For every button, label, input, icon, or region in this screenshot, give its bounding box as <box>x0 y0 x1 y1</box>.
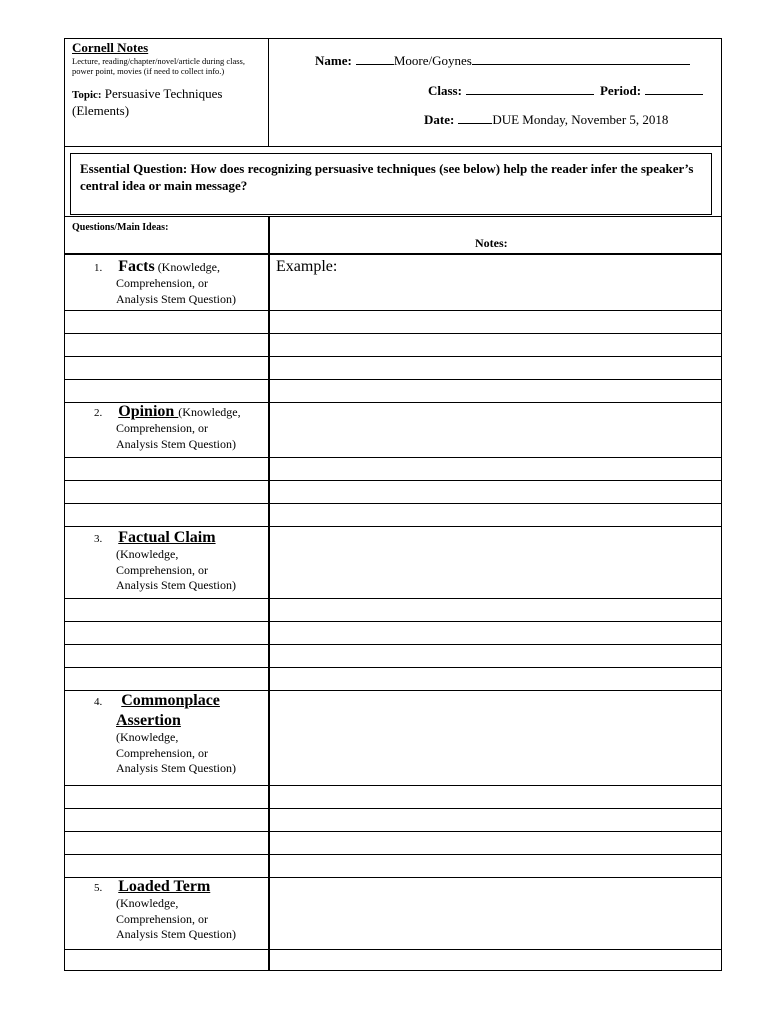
question-desc: Analysis Stem Question) <box>116 291 236 306</box>
question-number: 5. <box>94 882 103 894</box>
class-period-row <box>428 82 718 100</box>
date-blank <box>458 112 492 124</box>
question-term: Loaded Term <box>118 878 211 895</box>
row-rule <box>64 831 722 832</box>
question-desc: Comprehension, or <box>116 562 208 577</box>
column-divider <box>268 216 270 971</box>
row-rule <box>64 644 722 645</box>
question-term: Commonplace <box>121 692 220 709</box>
question-term: Opinion <box>118 403 179 420</box>
row-rule <box>64 333 722 334</box>
header-divider <box>268 38 269 146</box>
header-bottom-rule <box>64 146 722 147</box>
topic-label: Topic: <box>72 89 102 101</box>
page-title: Cornell Notes <box>72 40 149 55</box>
questions-column-header: Questions/Main Ideas: <box>72 222 169 233</box>
class-label: Class: <box>428 83 462 98</box>
class-field[interactable] <box>466 83 594 95</box>
date-row <box>424 111 718 129</box>
question-number: 3. <box>94 533 103 545</box>
question-desc: Comprehension, or <box>116 745 208 760</box>
row-rule <box>64 808 722 809</box>
row-rule <box>64 785 722 786</box>
question-desc: Analysis Stem Question) <box>116 578 236 592</box>
question-2 <box>94 403 266 452</box>
question-desc: (Knowledge, <box>116 547 179 561</box>
name-field[interactable]: Moore/Goynes <box>393 53 472 68</box>
question-desc: (Knowledge, <box>154 260 221 274</box>
period-field[interactable] <box>645 83 703 95</box>
question-desc: Analysis Stem Question) <box>116 927 236 941</box>
page-subtitle: Lecture, reading/chapter/novel/article during class, power point, movies (if need to collect info.) <box>72 56 245 76</box>
column-header-bottom-rule <box>64 253 722 255</box>
question-term: Facts <box>118 258 155 275</box>
question-term: Assertion <box>116 712 181 729</box>
question-number: 4. <box>94 696 103 708</box>
period-label: Period: <box>599 83 642 98</box>
question-desc: Comprehension, or <box>116 911 208 926</box>
name-row <box>315 52 717 70</box>
date-field[interactable]: DUE Monday, November 5, 2018 <box>492 112 669 127</box>
row-rule <box>64 854 722 855</box>
question-1 <box>94 258 264 307</box>
name-label: Name: <box>315 53 352 68</box>
name-blank-tail <box>472 53 690 65</box>
header-left <box>72 40 266 118</box>
question-desc: Comprehension, or <box>116 421 208 435</box>
date-label: Date: <box>424 112 455 127</box>
question-number: 1. <box>94 262 103 274</box>
column-header-top-rule <box>64 216 722 217</box>
row-rule <box>64 949 722 950</box>
row-rule <box>64 480 722 481</box>
question-term: Factual Claim <box>118 529 216 546</box>
question-desc: Comprehension, or <box>116 276 208 290</box>
row-rule <box>64 526 722 527</box>
row-rule <box>64 457 722 458</box>
name-blank-lead <box>356 53 394 65</box>
row-rule <box>64 667 722 668</box>
question-desc: (Knowledge, <box>178 405 241 419</box>
question-desc: Analysis Stem Question) <box>116 761 236 775</box>
row-rule <box>64 310 722 311</box>
notes-column-header: Notes: <box>475 236 508 250</box>
question-5 <box>94 878 266 943</box>
question-desc: (Knowledge, <box>116 730 179 744</box>
essential-question: Essential Question: How does recognizing persuasive techniques (see below) help the reader infer the speaker’s central idea or main message? <box>70 153 712 215</box>
row-rule <box>64 356 722 357</box>
row-rule <box>64 598 722 599</box>
row-rule <box>64 379 722 380</box>
question-desc: Analysis Stem Question) <box>116 436 236 451</box>
row-rule <box>64 690 722 691</box>
row-rule <box>64 621 722 622</box>
topic-value: Persuasive Techniques (Elements) <box>72 86 223 118</box>
question-3 <box>94 529 266 594</box>
question-desc: (Knowledge, <box>116 896 179 910</box>
question-number: 2. <box>94 407 103 419</box>
question-4 <box>94 692 266 777</box>
topic-line <box>72 86 266 118</box>
row-rule <box>64 503 722 504</box>
example-label: Example: <box>276 258 338 275</box>
